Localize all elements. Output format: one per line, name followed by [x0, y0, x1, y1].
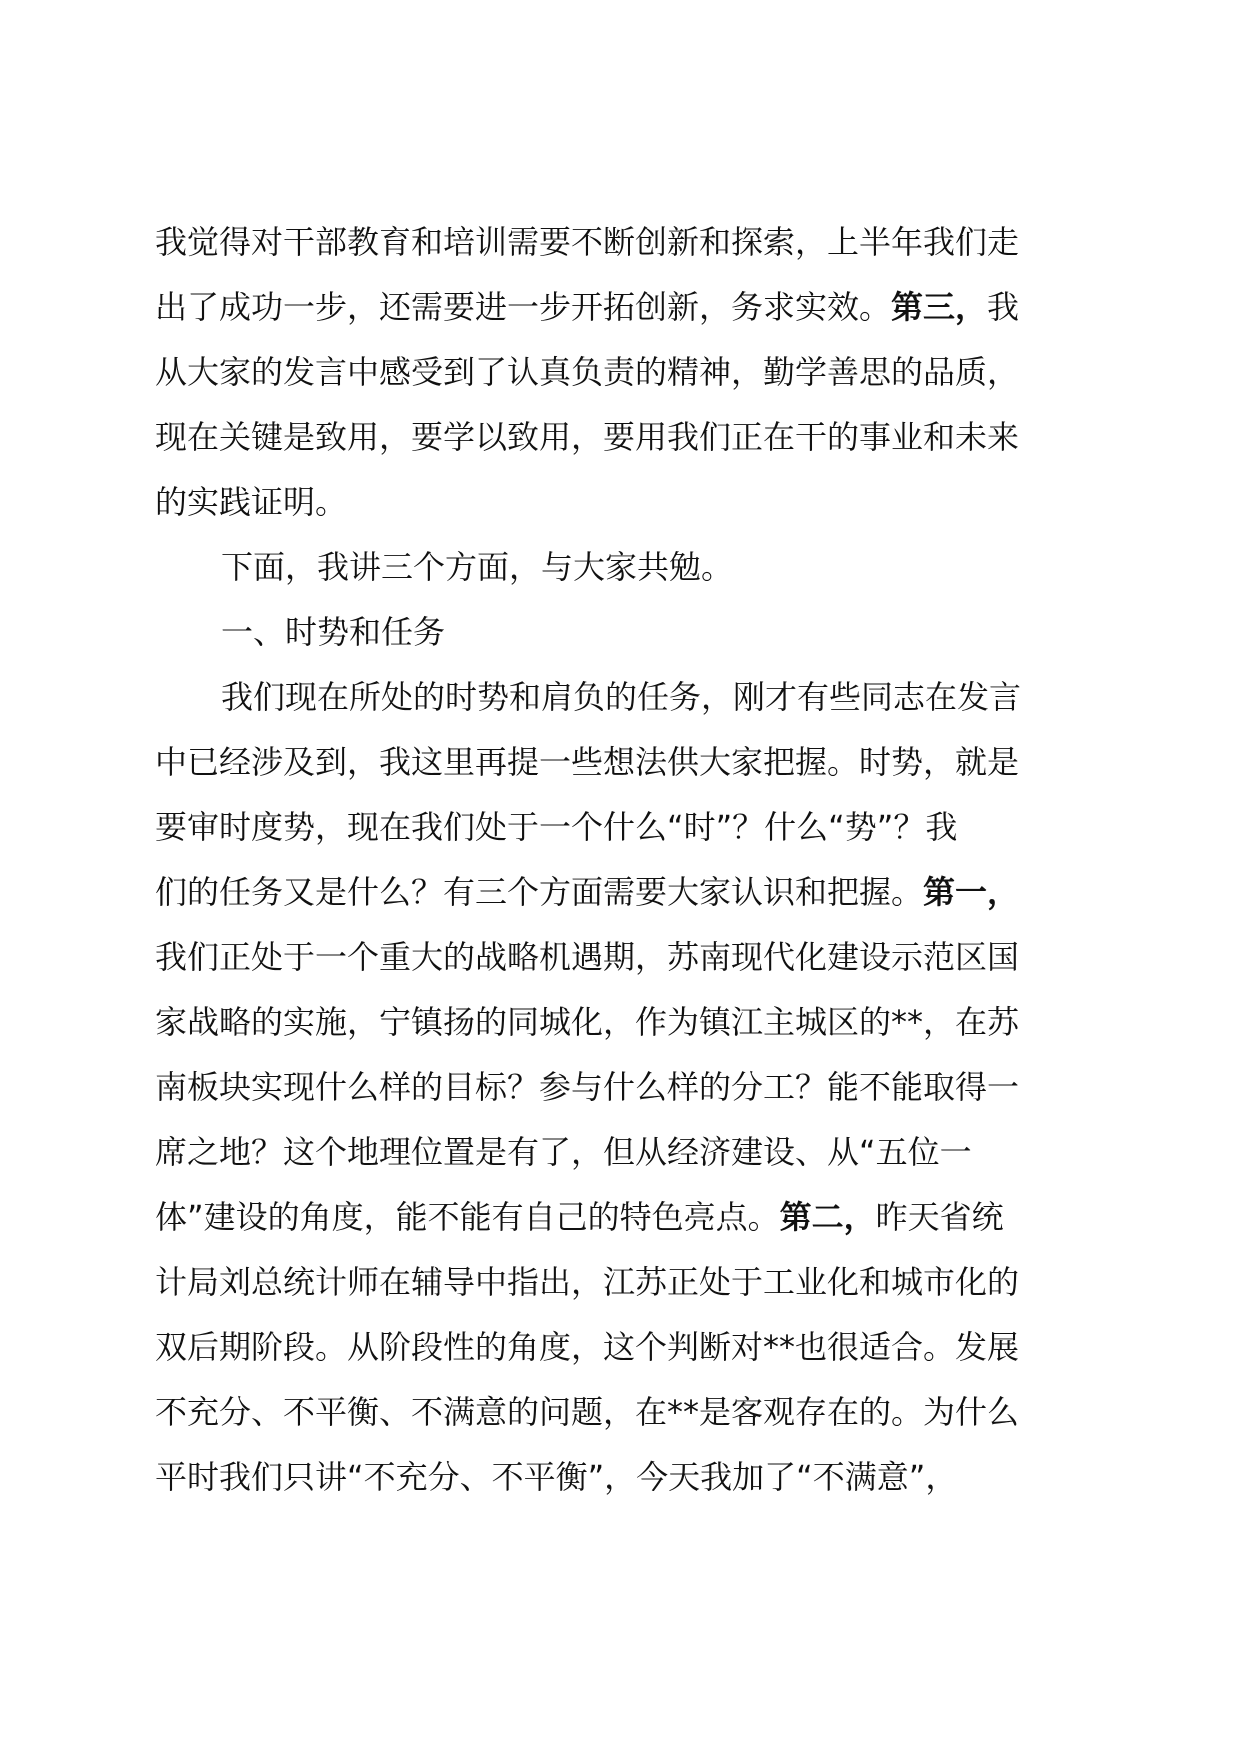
bold-marker-second: 第二，: [779, 1198, 876, 1236]
paragraph-1: [155, 210, 1095, 535]
text-line: 体”建设的角度，能不能有自己的特色亮点。第二，昨天省统: [155, 1198, 1004, 1236]
text-line: 家战略的实施，宁镇扬的同城化，作为镇江主城区的**，在苏: [155, 1003, 1020, 1041]
text-line: 不充分、不平衡、不满意的问题，在**是客观存在的。为什么: [155, 1393, 1020, 1431]
text-line: 中已经涉及到，我这里再提一些想法供大家把握。时势，就是: [155, 743, 1020, 781]
text-line: 从大家的发言中感受到了认真负责的精神，勤学善思的品质，: [155, 353, 1020, 391]
text-line: 南板块实现什么样的目标？参与什么样的分工？能不能取得一: [155, 1068, 1020, 1106]
bold-marker-third: 第三，: [891, 288, 988, 326]
text-line: 双后期阶段。从阶段性的角度，这个判断对**也很适合。发展: [155, 1328, 1020, 1366]
text-line: 出了成功一步，还需要进一步开拓创新，务求实效。第三，我: [155, 288, 1020, 326]
text-line: 平时我们只讲“不充分、不平衡”，今天我加了“不满意”，: [155, 1458, 958, 1496]
text-line: 现在关键是致用，要学以致用，要用我们正在干的事业和未来: [155, 418, 1020, 456]
text-line: 的实践证明。: [155, 483, 348, 521]
text-line: 计局刘总统计师在辅导中指出，江苏正处于工业化和城市化的: [155, 1263, 1020, 1301]
bold-marker-first: 第一，: [923, 873, 1020, 911]
text-line: 席之地？这个地理位置是有了，但从经济建设、从“五位一: [155, 1133, 972, 1171]
text-line: 我觉得对干部教育和培训需要不断创新和探索，上半年我们走: [155, 223, 1020, 261]
text-line: 我们现在所处的时势和肩负的任务，刚才有些同志在发言: [221, 678, 1022, 716]
paragraph-2: 下面，我讲三个方面，与大家共勉。: [221, 548, 734, 586]
paragraph-3: [155, 665, 1095, 1510]
text-line: 们的任务又是什么？有三个方面需要大家认识和把握。第一，: [155, 873, 1020, 911]
text-line: 我们正处于一个重大的战略机遇期，苏南现代化建设示范区国: [155, 938, 1020, 976]
text-line: 要审时度势，现在我们处于一个什么“时”？什么“势”？我: [155, 808, 958, 846]
section-heading: 一、时势和任务: [221, 613, 446, 651]
document-page: [155, 210, 1095, 1510]
